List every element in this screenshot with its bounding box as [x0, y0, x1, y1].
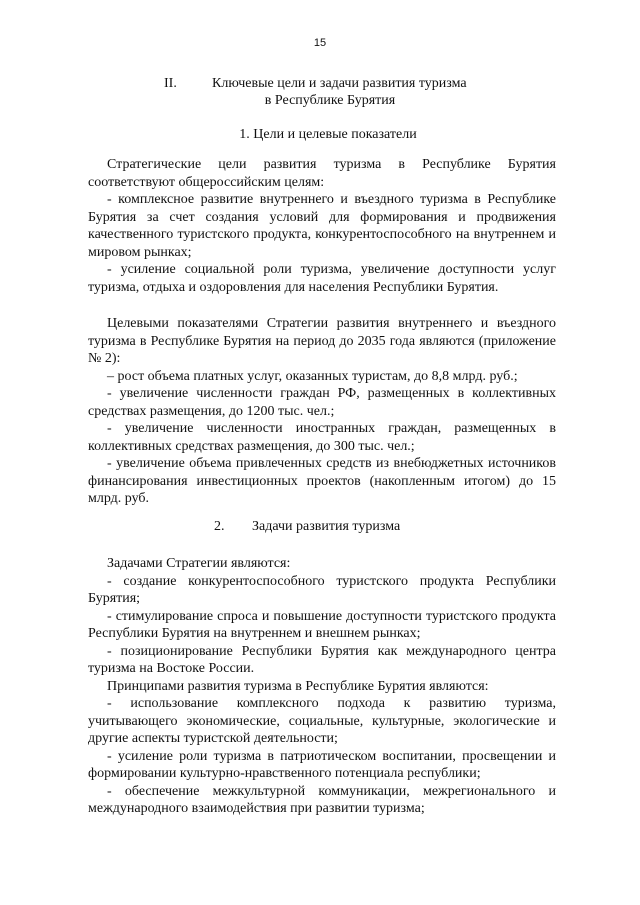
principle-item: - использование комплексного подхода к развитию туризма, учитывающего экономические, социальные, культурные, экологические и другие аспекты туристской деятельности; — [88, 696, 556, 746]
subsection-2-title: Задачи развития туризма — [252, 519, 401, 534]
goal-item: - комплексное развитие внутреннего и въездного туризма в Республике Бурятия за счет создания условий для формирования и продвижения качественного туристского продукта, конкурентоспособного на внутреннем и мировом рынках; — [88, 192, 556, 260]
indicators-block — [88, 315, 556, 508]
indicator-item: - увеличение объема привлеченных средств из внебюджетных источников финансирования инвестиционных проектов (накопленным итогом) до 15 млрд. руб. — [88, 456, 556, 506]
principle-item: - обеспечение межкультурной коммуникации, межрегионального и международного взаимодействия при развитии туризма; — [88, 783, 556, 816]
tasks-block — [88, 555, 556, 818]
tasks-intro: Задачами Стратегии являются: — [107, 556, 291, 571]
indicator-item: – рост объема платных услуг, оказанных туристам, до 8,8 млрд. руб.; — [107, 368, 518, 384]
subsection-2-number: 2. — [214, 519, 225, 534]
section-title-line2: в Республике Бурятия — [264, 93, 396, 108]
section-title-line1: Ключевые цели и задачи развития туризма — [212, 76, 467, 91]
task-item: - стимулирование спроса и повышение доступности туристского продукта Республики Бурятия на внутреннем и внешнем рынках; — [88, 608, 556, 641]
task-item: - создание конкурентоспособного туристского продукта Республики Бурятия; — [88, 573, 556, 606]
principle-item: - усиление роли туризма в патриотическом воспитании, просвещении и формировании культурно-нравственного потенциала республики; — [88, 748, 556, 781]
indicator-item: - увеличение численности граждан РФ, размещенных в коллективных средствах размещения, до 1200 тыс. чел.; — [88, 386, 556, 419]
page-number: 15 — [313, 37, 327, 49]
section-number: II. — [164, 76, 177, 91]
goals-block — [88, 156, 556, 296]
goal-item: - усиление социальной роли туризма, увеличение доступности услуг туризма, отдыха и оздоровления для населения Республики Бурятия. — [88, 262, 556, 295]
task-item: - позиционирование Республики Бурятия как международного центра туризма на Востоке России. — [88, 643, 556, 676]
principles-intro: Принципами развития туризма в Республике Бурятия являются: — [107, 678, 489, 694]
indicators-intro: Целевыми показателями Стратегии развития внутреннего и въездного туризма в Республике Бурятия на период до 2035 года являются (приложение № 2): — [88, 316, 556, 366]
goals-intro: Стратегические цели развития туризма в Республике Бурятия соответствуют общероссийским целям: — [88, 157, 556, 190]
indicator-item: - увеличение численности иностранных граждан, размещенных в коллективных средствах размещения, до 300 тыс. чел.; — [88, 421, 556, 454]
subsection-1-title: 1. Цели и целевые показатели — [239, 127, 417, 142]
